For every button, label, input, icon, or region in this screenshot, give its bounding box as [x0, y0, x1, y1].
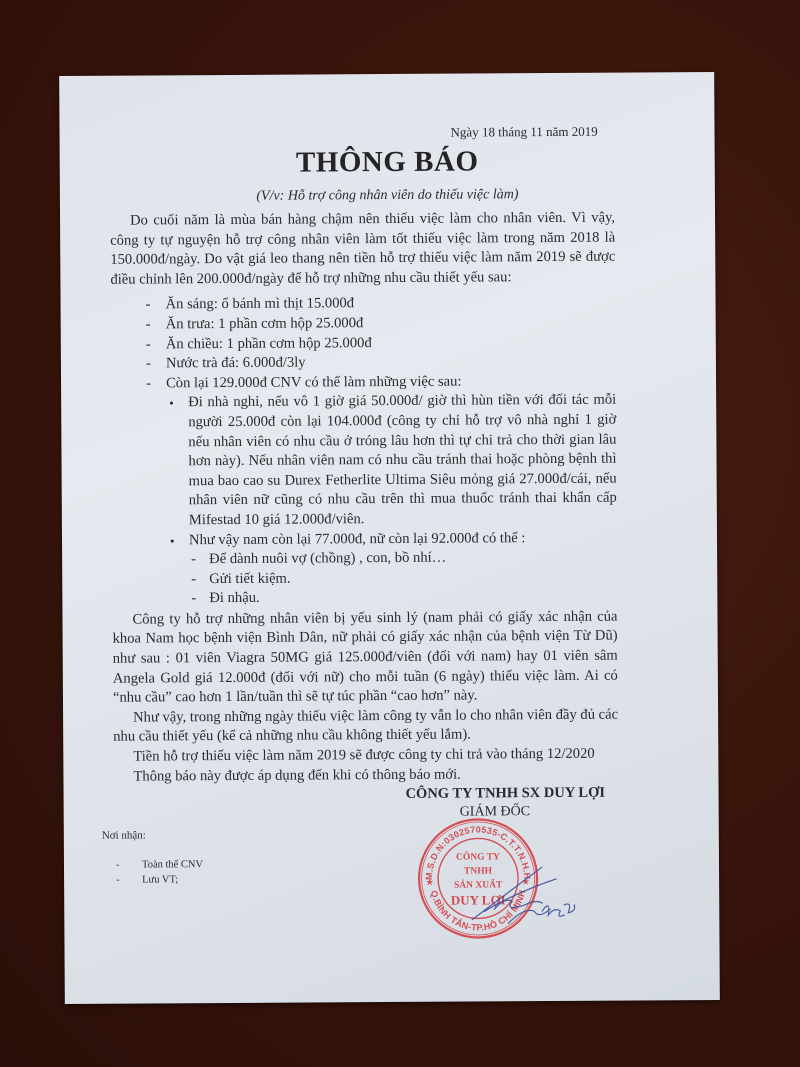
bullet-dot-icon: • [169, 395, 174, 411]
svg-text:CÔNG TY: CÔNG TY [455, 852, 500, 863]
bullet-item-hotel [167, 391, 617, 531]
recipients-list [116, 857, 203, 888]
recipient-item: - Lưu VT; [116, 874, 179, 886]
svg-text:Q.BÌNH TÂN-TP.HỒ CHÍ MINH: Q.BÌNH TÂN-TP.HỒ CHÍ MINH [428, 888, 528, 933]
bullet-text: Như vậy nam còn lại 77.000đ, nữ còn lại 92.000đ có thể : [188, 529, 526, 548]
bullet-item-remaining [168, 528, 617, 609]
sub-list [189, 548, 617, 609]
company-name: CÔNG TY TNHH SX DUY LỢI [405, 784, 606, 802]
svg-text:SẢN XUẤT: SẢN XUẤT [453, 880, 503, 891]
document-body [110, 209, 619, 787]
document-title: THÔNG BÁO [295, 145, 479, 179]
recipients-label: Nơi nhận: [101, 829, 146, 842]
document-date: Ngày 18 tháng 11 năm 2019 [450, 123, 598, 140]
sub-item-savings: - Gửi tiết kiệm. [189, 567, 617, 589]
bullet-text: Đi nhà nghỉ, nếu vô 1 giờ giá 50.000đ/ giờ thì hùn tiền với đối tác mỗi người 25.000đ còn lại 104.000đ (công ty chỉ hỗ trợ vô nhà nghỉ 1 giờ nếu nhân viên có nhu cầu ở tróng lâu hơn thì tự chi trả cho thời gian lâu hơn này). Nếu nhân viên nam có nhu cầu tránh thai hoặc phòng bệnh thì mua bao cao su Durex Fetherlite Ultima Siêu mỏng giá 27.000đ/cái, nếu nhân viên nữ cũng có nhu cầu trên thì mua thuốc tránh thai khẩn cấp Mifestad 10 giá 12.000đ/viên. [188, 391, 617, 529]
needs-item-remaining: - Còn lại 129.000đ CNV có thể làm những việc sau: [146, 371, 616, 393]
svg-text:M.S.D.N:0302570535-C.T.T.N.H.H: M.S.D.N:0302570535-C.T.T.N.H.H [423, 824, 533, 881]
sub-item-save-family: - Để dành nuôi vợ (chồng) , con, bồ nhí… [189, 548, 617, 570]
svg-text:TNHH: TNHH [464, 866, 493, 877]
summary-paragraph: Như vậy, trong những ngày thiếu việc làm công ty vẫn lo cho nhân viên đầy đủ các nhu cầu thiết yếu (kể cả những nhu cầu không thiết yếu lắm). [113, 706, 619, 746]
needs-item-dinner: - Ăn chiều: 1 phần cơm hộp 25.000đ [146, 332, 616, 354]
svg-text:★: ★ [522, 877, 530, 887]
bullet-list [111, 391, 617, 610]
svg-text:★: ★ [426, 877, 434, 887]
needs-list [111, 293, 617, 394]
notice-paper [59, 72, 720, 1004]
signer-position: GIÁM ĐỐC [459, 804, 531, 820]
support-paragraph: Công ty hỗ trợ những nhân viên bị yếu sinh lý (nam phải có giấy xác nhận của khoa Nam học bệnh viện Bình Dân, nữ phải có giấy xác nhận của bệnh viện Từ Dũ) như sau : 01 viên Viagra 50MG giá 125.000đ/viên (đối với nam) hay 01 viên sâm Angela Gold giá 12.000đ (đối với nữ) cho mỗi tuần (6 ngày) thiếu việc làm. Ai có “nhu cầu” cao hơn 1 lần/tuần thì sẽ tự túc phần “cao hơn” này. [112, 608, 618, 706]
bullet-dot-icon: • [169, 532, 175, 548]
needs-item-lunch: - Ăn trưa: 1 phần cơm hộp 25.000đ [146, 313, 616, 335]
needs-item-tea: - Nước trà đá: 6.000đ/3ly [146, 352, 616, 374]
document-subject: (V/v: Hỗ trợ công nhân viên do thiếu việc làm) [256, 187, 519, 204]
signature-icon [464, 849, 594, 930]
intro-paragraph: Do cuối năm là mùa bán hàng chậm nên thiếu việc làm cho nhân viên. Vì vậy, công ty tự nguyện hỗ trợ công nhân viên làm tốt thiếu việc làm trong năm 2018 là 150.000đ/ngày. Do vật giá leo thang nên tiền hỗ trợ thiếu việc làm năm 2019 sẽ được điều chỉnh lên 200.000đ/ngày để hỗ trợ những nhu cầu thiết yếu sau: [110, 209, 616, 288]
effect-paragraph: Thông báo này được áp dụng đến khi có thông báo mới. [133, 766, 461, 785]
needs-item-breakfast: - Ăn sáng: ổ bánh mì thịt 15.000đ [146, 293, 616, 315]
payment-paragraph: Tiền hỗ trợ thiếu việc làm năm 2019 sẽ được công ty chi trả vào tháng 12/2020 [133, 745, 595, 765]
svg-text:DUY LỢI: DUY LỢI [450, 892, 506, 908]
sub-item-drinking: - Đi nhậu. [189, 587, 617, 609]
recipient-item: - Toàn thể CNV [115, 859, 204, 871]
